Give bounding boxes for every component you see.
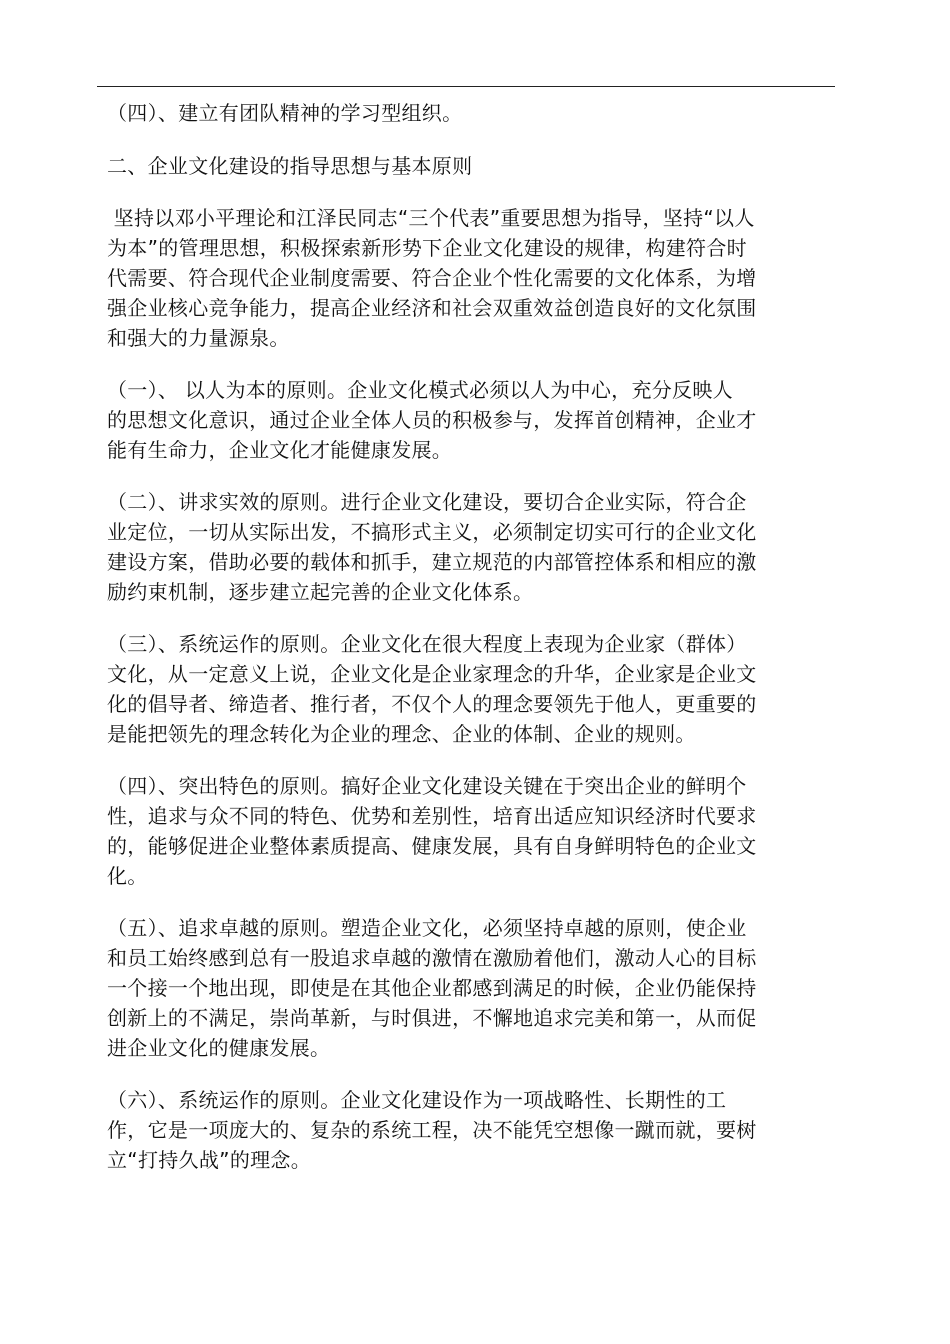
text-line: 励约束机制，逐步建立起完善的企业文化体系。 bbox=[107, 580, 534, 604]
text-line: 是能把领先的理念转化为企业的理念、企业的体制、企业的规则。 bbox=[107, 722, 696, 746]
text-line: （二）、讲求实效的原则。进行企业文化建设，要切合企业实际，符合企 bbox=[107, 490, 747, 514]
text-line: 和强大的力量源泉。 bbox=[107, 326, 290, 350]
text-line: 建设方案，借助必要的载体和抓手，建立规范的内部管控体系和相应的激 bbox=[107, 550, 757, 574]
text-line: 能有生命力，企业文化才能健康发展。 bbox=[107, 438, 453, 462]
text-line: 的，能够促进企业整体素质提高、健康发展，具有自身鲜明特色的企业文 bbox=[107, 834, 757, 858]
text-line: 二、企业文化建设的指导思想与基本原则 bbox=[107, 154, 473, 178]
header-rule bbox=[97, 86, 835, 87]
text-line: （四）、建立有团队精神的学习型组织。 bbox=[107, 101, 463, 125]
paragraph-principle-people-oriented bbox=[107, 375, 827, 465]
text-line: 强企业核心竞争能力，提高企业经济和社会双重效益创造良好的文化氛围 bbox=[107, 296, 757, 320]
text-line: 和员工始终感到总有一股追求卓越的激情在激励着他们，激动人心的目标 bbox=[107, 946, 757, 970]
paragraph-principle-distinctive-features bbox=[107, 771, 827, 891]
text-line: （三）、系统运作的原则。企业文化在很大程度上表现为企业家（群体） bbox=[107, 632, 747, 656]
text-line: 文化，从一定意义上说，企业文化是企业家理念的升华，企业家是企业文 bbox=[107, 662, 757, 686]
text-line: （四）、突出特色的原则。搞好企业文化建设关键在于突出企业的鲜明个 bbox=[107, 774, 747, 798]
text-line: 性，追求与众不同的特色、优势和差别性，培育出适应知识经济时代要求 bbox=[107, 804, 757, 828]
paragraph-principle-long-term-operation bbox=[107, 1085, 827, 1175]
paragraph-principle-practical-results bbox=[107, 487, 827, 607]
paragraph-principle-system-operation bbox=[107, 629, 827, 749]
section-heading-team-learning bbox=[107, 98, 827, 128]
text-line: （六）、系统运作的原则。企业文化建设作为一项战略性、长期性的工 bbox=[107, 1088, 727, 1112]
text-line: 化。 bbox=[107, 864, 148, 888]
document-body bbox=[107, 98, 827, 1175]
text-line: 立“打持久战”的理念。 bbox=[107, 1148, 312, 1172]
text-line: （一）、 以人为本的原则。企业文化模式必须以人为中心，充分反映人 bbox=[107, 378, 733, 402]
text-line: 作，它是一项庞大的、复杂的系统工程，决不能凭空想像一蹴而就，要树 bbox=[107, 1118, 757, 1142]
text-line: 的思想文化意识，通过企业全体人员的积极参与，发挥首创精神，企业才 bbox=[107, 408, 757, 432]
text-line: 为本”的管理思想，积极探索新形势下企业文化建设的规律，构建符合时 bbox=[107, 236, 747, 260]
text-line: 代需要、符合现代企业制度需要、符合企业个性化需要的文化体系，为增 bbox=[107, 266, 757, 290]
text-line: 化的倡导者、缔造者、推行者，不仅个人的理念要领先于他人，更重要的 bbox=[107, 692, 757, 716]
section-heading-guiding-principles bbox=[107, 151, 827, 181]
text-line: 一个接一个地出现，即使是在其他企业都感到满足的时候，企业仍能保持 bbox=[107, 976, 757, 1000]
text-line: 业定位，一切从实际出发，不搞形式主义，必须制定切实可行的企业文化 bbox=[107, 520, 757, 544]
text-line: 进企业文化的健康发展。 bbox=[107, 1036, 331, 1060]
text-line: 创新上的不满足，崇尚革新，与时俱进，不懈地追求完美和第一，从而促 bbox=[107, 1006, 757, 1030]
paragraph-guiding-thought bbox=[107, 203, 827, 353]
text-line: 坚持以邓小平理论和江泽民同志“三个代表”重要思想为指导，坚持“以人 bbox=[107, 206, 755, 230]
text-line: （五）、追求卓越的原则。塑造企业文化，必须坚持卓越的原则，使企业 bbox=[107, 916, 747, 940]
paragraph-principle-pursue-excellence bbox=[107, 913, 827, 1063]
